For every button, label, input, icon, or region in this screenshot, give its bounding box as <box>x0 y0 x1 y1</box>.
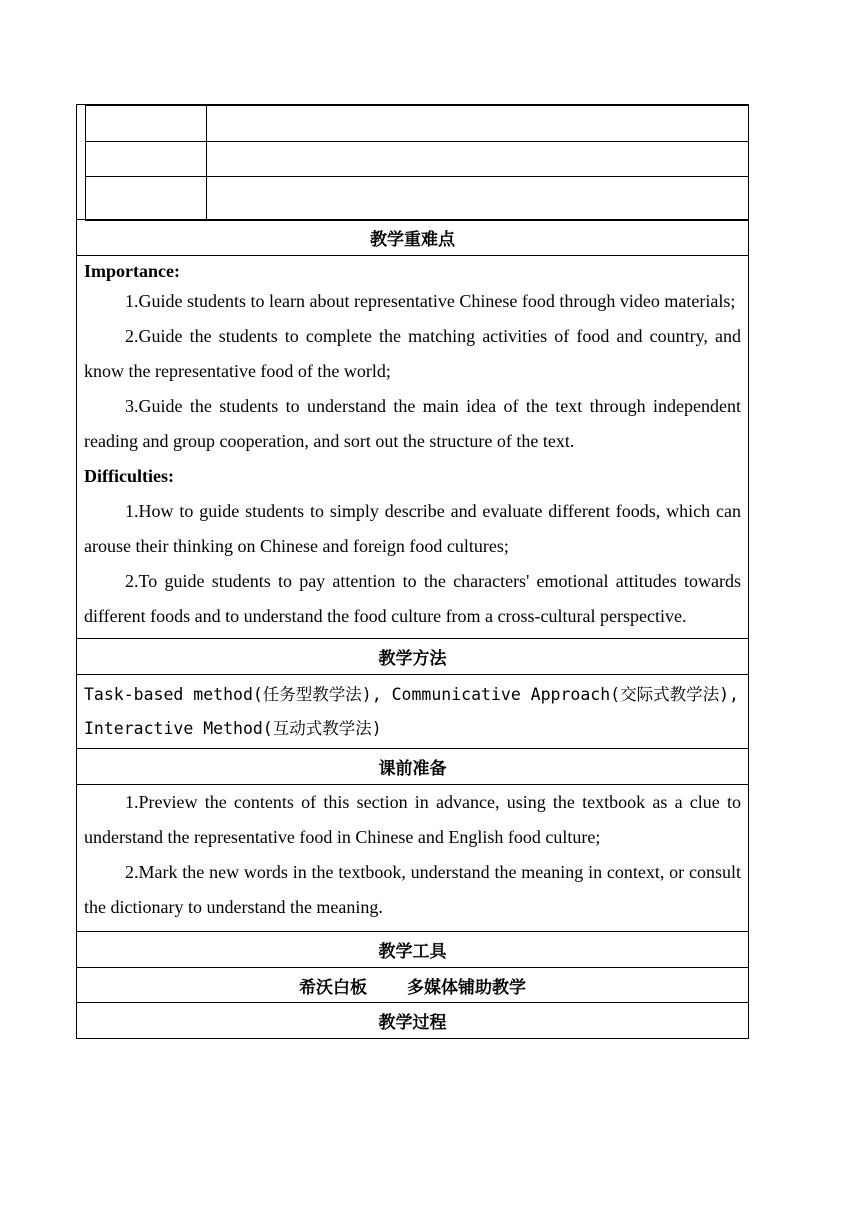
table-row <box>86 177 749 221</box>
tools-content <box>77 968 749 1003</box>
table-row <box>77 968 749 1003</box>
process-header: 教学过程 <box>77 1003 749 1039</box>
table-cell <box>86 142 207 177</box>
empty-info-table-wrapper <box>76 104 749 220</box>
preparation-header: 课前准备 <box>77 749 749 785</box>
table-row <box>77 675 749 749</box>
importance-label: Importance: <box>84 261 180 281</box>
importance-item: 2.Guide the students to complete the matching activities of food and country, and know the representative food of the world; <box>84 326 741 381</box>
empty-info-table <box>85 105 749 221</box>
preparation-content <box>77 785 749 932</box>
tool-item: 多媒体铺助教学 <box>407 977 526 998</box>
importance-item: 3.Guide the students to understand the main idea of the text through independent reading and group cooperation, and sort out the structure of the text. <box>84 396 741 451</box>
importance-item: 1.Guide students to learn about representative Chinese food through video materials; <box>125 291 736 311</box>
methods-content: Task-based method(任务型教学法), Communicative Approach(交际式教学法), Interactive Method(互动式教学法) <box>77 675 749 749</box>
difficulties-label: Difficulties: <box>84 466 174 486</box>
table-row <box>77 1003 749 1039</box>
key-points-content <box>77 256 749 639</box>
table-row <box>77 932 749 968</box>
table-row <box>86 142 749 177</box>
table-cell <box>86 106 207 142</box>
preparation-item: 1.Preview the contents of this section in advance, using the textbook as a clue to understand the representative food in Chinese and English food culture; <box>84 792 741 847</box>
tools-header: 教学工具 <box>77 932 749 968</box>
table-row <box>77 220 749 256</box>
table-cell <box>207 106 749 142</box>
table-row <box>77 749 749 785</box>
difficulties-item: 2.To guide students to pay attention to the characters' emotional attitudes towards different foods and to understand the food culture from a cross-cultural perspective. <box>84 571 741 626</box>
lesson-plan-table <box>76 219 749 1039</box>
table-row <box>77 256 749 639</box>
table-row <box>77 785 749 932</box>
table-row <box>77 639 749 675</box>
table-cell <box>207 142 749 177</box>
table-row <box>86 106 749 142</box>
difficulties-item: 1.How to guide students to simply describe and evaluate different foods, which can arouse their thinking on Chinese and foreign food cultures; <box>84 501 741 556</box>
tool-item: 希沃白板 <box>299 977 367 998</box>
table-cell <box>207 177 749 221</box>
key-points-header: 教学重难点 <box>77 220 749 256</box>
preparation-item: 2.Mark the new words in the textbook, understand the meaning in context, or consult the dictionary to understand the meaning. <box>84 862 741 917</box>
methods-header: 教学方法 <box>77 639 749 675</box>
table-cell <box>86 177 207 221</box>
